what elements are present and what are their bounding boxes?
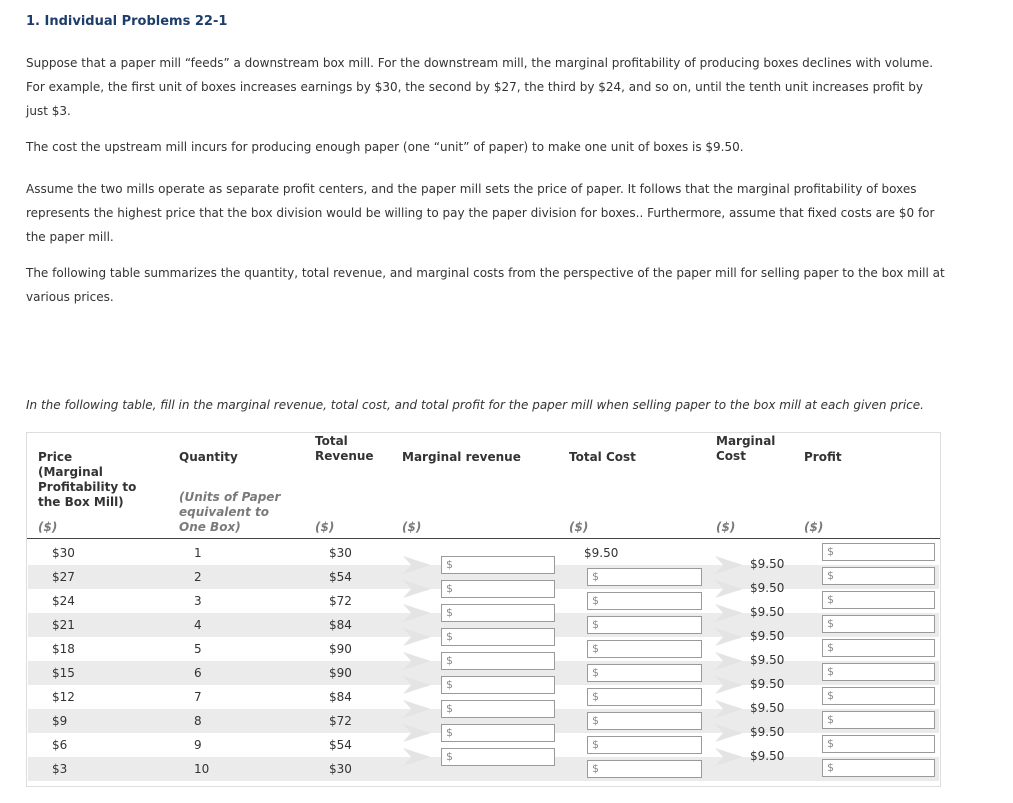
quantity-cell: 9 bbox=[194, 738, 202, 752]
total-revenue-cell: $90 bbox=[329, 666, 352, 680]
profit-input[interactable]: $ bbox=[822, 759, 935, 777]
paragraph-table-summary: The following table summarizes the quantity, total revenue, and marginal costs from the perspective of the paper mill for selling paper to the box mill at various prices. bbox=[26, 266, 945, 304]
marginal-revenue-arrow-icon bbox=[401, 674, 433, 696]
marginal-cost-arrow-icon bbox=[713, 722, 745, 744]
profit-input[interactable]: $ bbox=[822, 687, 935, 705]
total-revenue-cell: $30 bbox=[329, 546, 352, 560]
header-marginal-cost: Marginal Cost bbox=[716, 434, 776, 463]
profit-input[interactable]: $ bbox=[822, 735, 935, 753]
table-instruction: In the following table, fill in the marginal revenue, total cost, and total profit for the paper mill when selling paper to the box mill at each given price. bbox=[26, 398, 924, 412]
marginal-revenue-input[interactable]: $ bbox=[441, 604, 555, 622]
marginal-cost-arrow-icon bbox=[713, 650, 745, 672]
header-total-revenue-unit: ($) bbox=[315, 520, 335, 534]
total-revenue-cell: $90 bbox=[329, 642, 352, 656]
price-cell: $12 bbox=[52, 690, 75, 704]
total-cost-input[interactable]: $ bbox=[587, 712, 702, 730]
quantity-cell: 10 bbox=[194, 762, 210, 776]
marginal-cost-cell: $9.50 bbox=[750, 653, 785, 667]
marginal-revenue-arrow-icon bbox=[401, 722, 433, 744]
header-marginal-revenue: Marginal revenue bbox=[402, 450, 521, 464]
quantity-cell: 3 bbox=[194, 594, 202, 608]
marginal-revenue-input[interactable]: $ bbox=[441, 748, 555, 766]
price-cell: $18 bbox=[52, 642, 75, 656]
marginal-revenue-input[interactable]: $ bbox=[441, 724, 555, 742]
profit-table bbox=[26, 432, 941, 787]
price-cell: $27 bbox=[52, 570, 75, 584]
header-price: Price (Marginal Profitability to the Box Mill) bbox=[38, 450, 137, 509]
marginal-cost-arrow-icon bbox=[713, 746, 745, 768]
profit-input[interactable]: $ bbox=[822, 615, 935, 633]
quantity-cell: 1 bbox=[194, 546, 202, 560]
header-marginal-revenue-unit: ($) bbox=[402, 520, 422, 534]
marginal-revenue-input[interactable]: $ bbox=[441, 652, 555, 670]
total-cost-input[interactable]: $ bbox=[587, 688, 702, 706]
marginal-revenue-arrow-icon bbox=[401, 650, 433, 672]
total-cost-input[interactable]: $ bbox=[587, 592, 702, 610]
marginal-cost-arrow-icon bbox=[713, 578, 745, 600]
marginal-cost-cell: $9.50 bbox=[750, 557, 785, 571]
problem-title: 1. Individual Problems 22-1 bbox=[26, 14, 228, 29]
profit-input[interactable]: $ bbox=[822, 591, 935, 609]
marginal-cost-cell: $9.50 bbox=[750, 677, 785, 691]
paragraph-intro: Suppose that a paper mill “feeds” a downstream box mill. For the downstream mill, the marginal profitability of producing boxes declines with volume. For example, the first unit of boxes increases earnings by $30, the second by $27, the third by $24, and so on, until the tenth unit increases profit by just $3. bbox=[26, 56, 934, 118]
marginal-revenue-arrow-icon bbox=[401, 578, 433, 600]
marginal-cost-arrow-icon bbox=[713, 554, 745, 576]
price-cell: $24 bbox=[52, 594, 75, 608]
quantity-cell: 5 bbox=[194, 642, 202, 656]
total-revenue-cell: $72 bbox=[329, 714, 352, 728]
header-quantity: Quantity bbox=[179, 450, 238, 464]
marginal-cost-cell: $9.50 bbox=[750, 749, 785, 763]
profit-input[interactable]: $ bbox=[822, 639, 935, 657]
profit-input[interactable]: $ bbox=[822, 711, 935, 729]
total-cost-input[interactable]: $ bbox=[587, 736, 702, 754]
header-price-unit: ($) bbox=[38, 520, 58, 534]
quantity-cell: 7 bbox=[194, 690, 202, 704]
marginal-cost-cell: $9.50 bbox=[750, 605, 785, 619]
total-revenue-cell: $72 bbox=[329, 594, 352, 608]
marginal-cost-arrow-icon bbox=[713, 698, 745, 720]
marginal-cost-arrow-icon bbox=[713, 602, 745, 624]
marginal-revenue-input[interactable]: $ bbox=[441, 556, 555, 574]
marginal-revenue-input[interactable]: $ bbox=[441, 580, 555, 598]
quantity-cell: 2 bbox=[194, 570, 202, 584]
total-revenue-cell: $84 bbox=[329, 690, 352, 704]
header-total-cost-unit: ($) bbox=[569, 520, 589, 534]
total-cost-input[interactable]: $ bbox=[587, 760, 702, 778]
marginal-revenue-arrow-icon bbox=[401, 626, 433, 648]
header-profit: Profit bbox=[804, 450, 842, 464]
header-total-revenue: Total Revenue bbox=[315, 434, 374, 463]
total-cost-input[interactable]: $ bbox=[587, 664, 702, 682]
price-cell: $30 bbox=[52, 546, 75, 560]
header-quantity-units: (Units of Paper equivalent to One Box) bbox=[179, 490, 281, 534]
marginal-cost-arrow-icon bbox=[713, 674, 745, 696]
marginal-cost-cell: $9.50 bbox=[750, 581, 785, 595]
marginal-revenue-arrow-icon bbox=[401, 746, 433, 768]
total-cost-input[interactable]: $ bbox=[587, 616, 702, 634]
marginal-cost-cell: $9.50 bbox=[750, 725, 785, 739]
profit-input[interactable]: $ bbox=[822, 567, 935, 585]
quantity-cell: 6 bbox=[194, 666, 202, 680]
paragraph-cost: The cost the upstream mill incurs for producing enough paper (one “unit” of paper) to make one unit of boxes is $9.50. bbox=[26, 140, 744, 154]
paragraph-assumptions: Assume the two mills operate as separate profit centers, and the paper mill sets the price of paper. It follows that the marginal profitability of boxes represents the highest price that the box division would be willing to pay the paper division for boxes.. Furthermore, assume that fixed costs are $0 for the paper mill. bbox=[26, 182, 935, 244]
price-cell: $6 bbox=[52, 738, 68, 752]
header-profit-unit: ($) bbox=[804, 520, 824, 534]
marginal-revenue-arrow-icon bbox=[401, 698, 433, 720]
profit-input[interactable]: $ bbox=[822, 663, 935, 681]
price-cell: $15 bbox=[52, 666, 75, 680]
quantity-cell: 4 bbox=[194, 618, 202, 632]
total-revenue-cell: $54 bbox=[329, 570, 352, 584]
price-cell: $21 bbox=[52, 618, 75, 632]
profit-input[interactable]: $ bbox=[822, 543, 935, 561]
total-revenue-cell: $30 bbox=[329, 762, 352, 776]
total-cost-cell: $9.50 bbox=[584, 546, 619, 560]
total-revenue-cell: $54 bbox=[329, 738, 352, 752]
header-total-cost: Total Cost bbox=[569, 450, 636, 464]
marginal-revenue-input[interactable]: $ bbox=[441, 700, 555, 718]
total-cost-input[interactable]: $ bbox=[587, 568, 702, 586]
header-marginal-cost-unit: ($) bbox=[716, 520, 736, 534]
marginal-revenue-arrow-icon bbox=[401, 602, 433, 624]
quantity-cell: 8 bbox=[194, 714, 202, 728]
marginal-revenue-arrow-icon bbox=[401, 554, 433, 576]
price-cell: $9 bbox=[52, 714, 68, 728]
total-cost-input[interactable]: $ bbox=[587, 640, 702, 658]
marginal-revenue-input[interactable]: $ bbox=[441, 676, 555, 694]
price-cell: $3 bbox=[52, 762, 68, 776]
marginal-revenue-input[interactable]: $ bbox=[441, 628, 555, 646]
header-divider bbox=[27, 538, 940, 539]
marginal-cost-cell: $9.50 bbox=[750, 701, 785, 715]
total-revenue-cell: $84 bbox=[329, 618, 352, 632]
marginal-cost-cell: $9.50 bbox=[750, 629, 785, 643]
marginal-cost-arrow-icon bbox=[713, 626, 745, 648]
